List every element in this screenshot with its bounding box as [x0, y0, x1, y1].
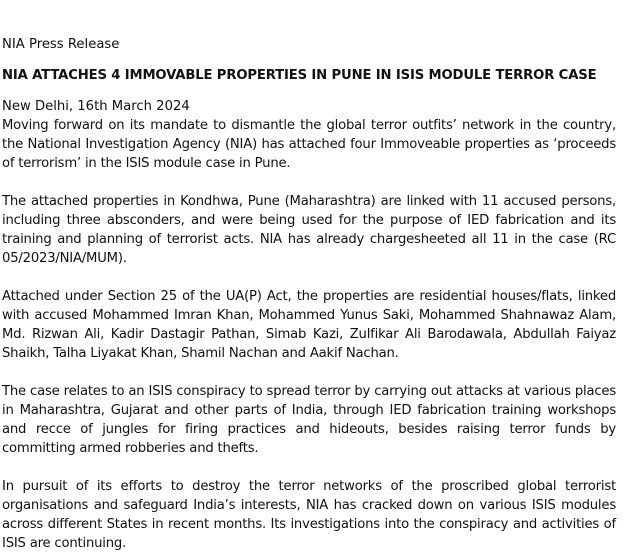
document-label: NIA Press Release: [2, 37, 120, 52]
press-release-title: NIA ATTACHES 4 IMMOVABLE PROPERTIES IN PUNE IN ISIS MODULE TERROR CASE: [2, 68, 597, 83]
press-release-document: [2, 35, 616, 553]
paragraph-attachment: Attached under Section 25 of the UA(P) Act, the properties are residential houses/flats, linked with accused Mohammed Imran Khan, Mohammed Yunus Saki, Mohammed Shahnawaz Alam, Md. Rizwan Ali, Kadir Dastagir Pathan, Simab Kazi, Zulfikar Ali Barodawala, Abdullah Faiyaz Shaikh, Talha Liyakat Khan, Shamil Nachan and Aakif Nachan.: [2, 289, 616, 361]
paragraph-properties: The attached properties in Kondhwa, Pune (Maharashtra) are linked with 11 accused persons, including three absconders, and were being used for the purpose of IED fabrication and its training and planning of terrorist acts. NIA has already chargesheeted all 11 in the case (RC 05/2023/NIA/MUM).: [2, 194, 616, 266]
dateline: New Delhi, 16th March 2024: [2, 99, 190, 114]
paragraph-case-details: The case relates to an ISIS conspiracy to spread terror by carrying out attacks at various places in Maharashtra, Gujarat and other parts of India, through IED fabrication training workshops and recce of jungles for firing practices and hideouts, besides raising terror funds by committing armed robberies and thefts.: [2, 384, 616, 456]
paragraph-investigation: In pursuit of its efforts to destroy the terror networks of the proscribed global terrorist organisations and safeguard India’s interests, NIA has cracked down on various ISIS modules across different States in recent months. Its investigations into the conspiracy and activities of ISIS are continuing.: [2, 479, 616, 551]
paragraph-intro: Moving forward on its mandate to dismantle the global terror outfits’ network in the country, the National Investigation Agency (NIA) has attached four Immoveable properties as ‘proceeds of terrorism’ in the ISIS module case in Pune.: [2, 118, 616, 171]
